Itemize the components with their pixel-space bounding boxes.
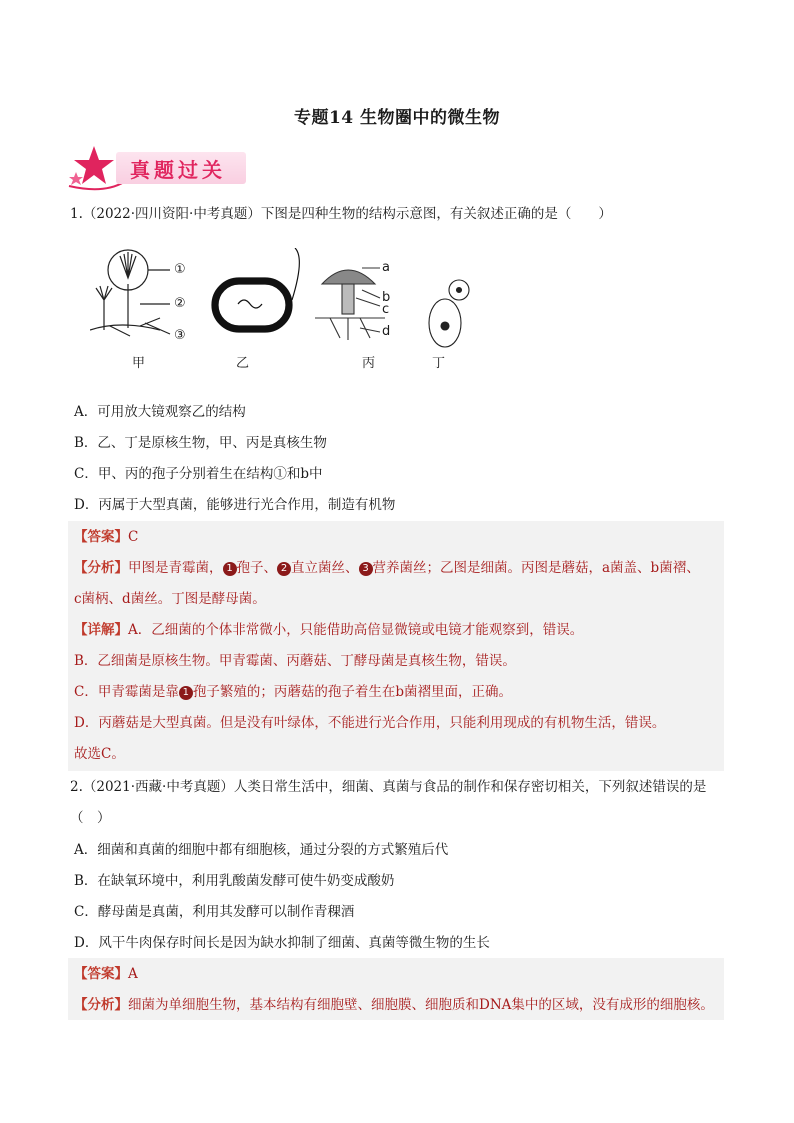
q1-answer-line: [74, 527, 718, 547]
banner-text: 真题过关: [130, 158, 226, 182]
question-1-stem: 1.（2022·四川资阳·中考真题）下图是四种生物的结构示意图，有关叙述正确的是（ ）: [70, 206, 612, 222]
q1-detail-b: B．乙细菌是原核生物。甲青霉菌、丙蘑菇、丁酵母菌是真核生物，错误。: [74, 653, 516, 669]
q2-analysis-line: 【分析】细菌为单细胞生物，基本结构有细胞壁、细胞膜、细胞质和DNA集中的区域，没有成形的细胞核。: [74, 997, 714, 1013]
section-banner: [64, 142, 254, 192]
q1-analysis-line: 【分析】甲图是青霉菌， 1 孢子、 2 直立菌丝、 3 营养菌丝；乙图是细菌。丙图是蘑菇，a菌盖、b菌褶、: [74, 560, 700, 576]
detail-tag: 【详解】: [74, 622, 128, 638]
label-d: d: [382, 324, 391, 339]
q2-option-c: C．酵母菌是真菌，利用其发酵可以制作青稞酒: [74, 904, 355, 920]
answer-value: C: [128, 529, 139, 545]
q1-conclusion: 故选C。: [74, 746, 125, 762]
question-2-stem: 2.（2021·西藏·中考真题）人类日常生活中，细菌、真菌与食品的制作和保存密切相关，下列叙述错误的是: [70, 779, 707, 795]
label-yi: 乙: [236, 356, 250, 371]
yeast-drawing: [429, 280, 469, 347]
q2-option-a: A．细菌和真菌的细胞中都有细胞核，通过分裂的方式繁殖后代: [74, 842, 449, 858]
label-1: ①: [174, 262, 186, 277]
page-title: 专题14 生物圈中的微生物: [293, 108, 501, 128]
mushroom-drawing: [315, 268, 385, 340]
q2-option-d: D．风干牛肉保存时间长是因为缺水抑制了细菌、真菌等微生物的生长: [74, 935, 490, 951]
q2-answer-box: [68, 958, 724, 1020]
q1-detail-a: 【详解】A．乙细菌的个体非常微小，只能借助高倍显微镜或电镜才能观察到，错误。: [74, 622, 584, 638]
q1-option-d: D．丙属于大型真菌，能够进行光合作用，制造有机物: [74, 497, 396, 513]
answer-tag: 【答案】: [74, 529, 128, 545]
label-c: c: [382, 302, 390, 317]
circled-1-icon: 1: [179, 686, 193, 700]
label-bing: 丙: [362, 356, 376, 371]
label-b: b: [382, 290, 391, 305]
q2-option-b: B．在缺氧环境中，利用乳酸菌发酵可使牛奶变成酸奶: [74, 873, 395, 889]
circled-3-icon: 3: [359, 562, 373, 576]
question-2-stem-tail: （ ）: [70, 810, 111, 826]
label-3: ③: [174, 328, 186, 343]
label-jia: 甲: [132, 356, 146, 371]
q1-analysis-line-2: c菌柄、d菌丝。丁图是酵母菌。: [74, 591, 266, 607]
q2-answer-line: 【答案】A: [74, 966, 138, 982]
q1-detail-d: D．丙蘑菇是大型真菌。但是没有叶绿体，不能进行光合作用，只能利用现成的有机物生活，错误。: [74, 715, 666, 731]
penicillium-drawing: [90, 250, 170, 336]
bacterium-drawing: [212, 248, 299, 332]
organism-diagram: [90, 248, 490, 358]
q1-detail-c: C．甲青霉菌是靠 1 孢子繁殖的；丙蘑菇的孢子着生在b菌褶里面，正确。: [74, 684, 512, 700]
label-ding: 丁: [432, 356, 446, 371]
circled-2-icon: 2: [277, 562, 291, 576]
label-2: ②: [174, 296, 186, 311]
question-1-figure: [90, 248, 490, 378]
q1-answer-box: [68, 521, 724, 771]
q1-option-b: B．乙、丁是原核生物，甲、丙是真核生物: [74, 435, 327, 451]
circled-1-icon: 1: [223, 562, 237, 576]
label-a: a: [382, 260, 390, 275]
analysis-tag: 【分析】: [74, 560, 128, 576]
q1-option-a: A．可用放大镜观察乙的结构: [74, 404, 246, 420]
q1-option-c: C．甲、丙的孢子分别着生在结构①和b中: [74, 466, 323, 482]
